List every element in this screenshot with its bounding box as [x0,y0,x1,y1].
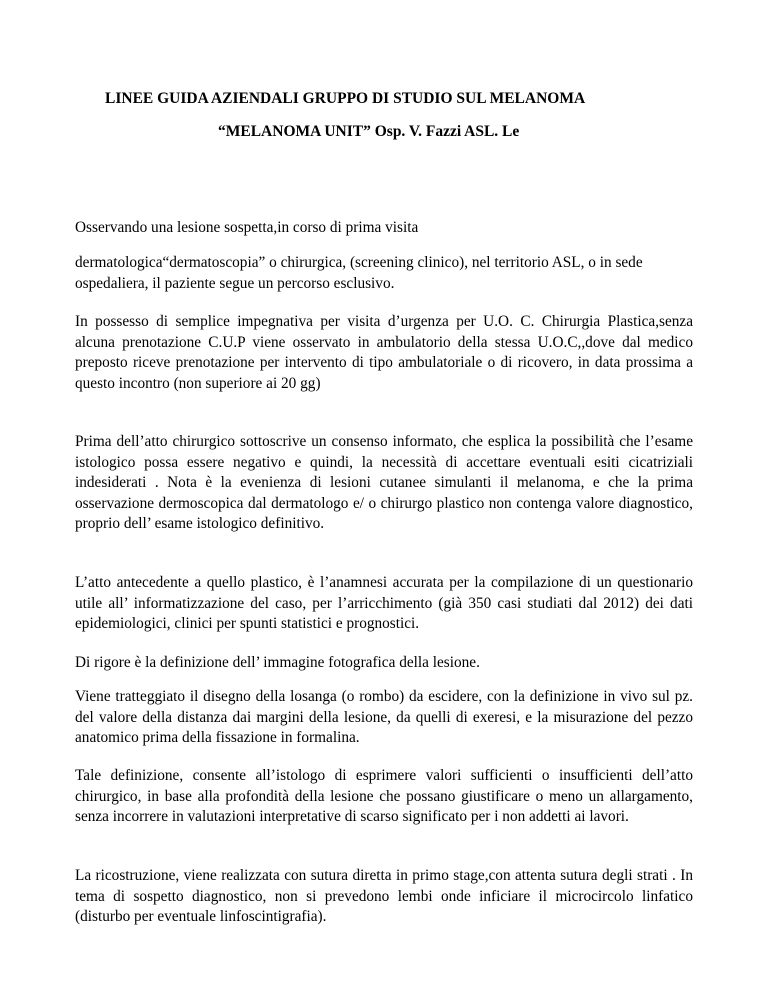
paragraph-4: Prima dell’atto chirurgico sottoscrive un consenso informato, che esplica la possibilità che l’esame istologico possa essere negativo e quindi, la necessità di accettare eventuali esiti cicatriziali indesiderati . Nota è la evenienza di lesioni cutanee simulanti il melanoma, e che la prima osservazione dermoscopica dal dermatologo e/ o chirurgo plastico non contenga valore diagnostico, proprio dell’ esame istologico definitivo. [75,433,693,532]
document-title-line-2: “MELANOMA UNIT” Osp. V. Fazzi ASL. Le [218,123,520,140]
paragraph-8: Tale definizione, consente all’istologo di esprimere valori sufficienti o insufficienti dell’atto chirurgico, in base alla profondità della lesione che possano giustificare o meno un allargamento, senza incorrere in valutazioni interpretative di scarso significato per i non addetti ai lavori. [75,767,693,825]
paragraph-2: dermatologica“dermatoscopia” o chirurgica, (screening clinico), nel territorio ASL, o in sede ospedaliera, il paziente segue un percorso esclusivo. [75,254,643,292]
paragraph-3: In possesso di semplice impegnativa per visita d’urgenza per U.O. C. Chirurgia Plastica,senza alcuna prenotazione C.U.P viene osservato in ambulatorio della stessa U.O.C,,dove dal medico preposto riceve prenotazione per intervento di tipo ambulatoriale o di ricovero, in data prossima a questo incontro (non superiore ai 20 gg) [75,313,693,392]
document-title-line-1: LINEE GUIDA AZIENDALI GRUPPO DI STUDIO SUL MELANOMA [105,90,586,107]
paragraph-9: La ricostruzione, viene realizzata con sutura diretta in primo stage,con attenta sutura degli strati . In tema di sospetto diagnostico, non si prevedono lembi onde inficiare il microcircolo linfatico (disturbo per eventuale linfoscintigrafia). [75,867,693,925]
paragraph-1: Osservando una lesione sospetta,in corso di prima visita [75,219,419,236]
paragraph-6: Di rigore è la definizione dell’ immagine fotografica della lesione. [75,654,480,671]
paragraph-7: Viene tratteggiato il disegno della losanga (o rombo) da escidere, con la definizione in vivo sul pz. del valore della distanza dai margini della lesione, da quelli di exeresi, e la misurazione del pezzo anatomico prima della fissazione in formalina. [75,688,693,746]
paragraph-5: L’atto antecedente a quello plastico, è l’anamnesi accurata per la compilazione di un questionario utile all’ informatizzazione del caso, per l’arricchimento (già 350 casi studiati dal 2012) dei dati epidemiologici, clinici per spunti statistici e prognostici. [75,574,693,632]
